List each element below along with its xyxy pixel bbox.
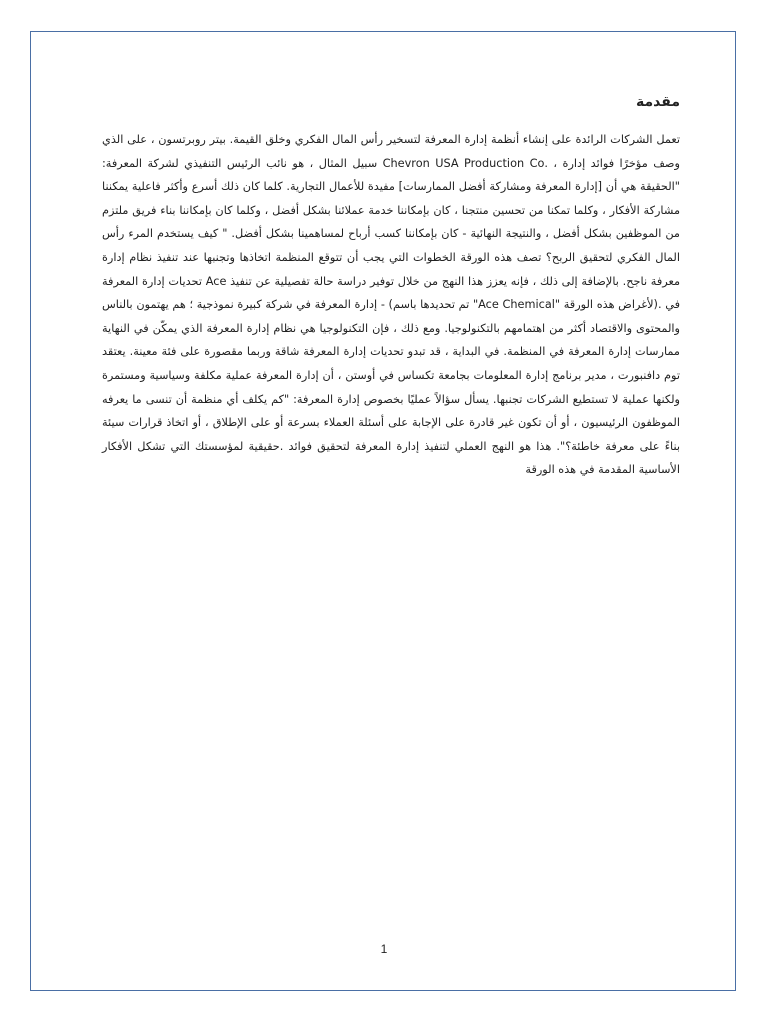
document-body — [102, 92, 680, 482]
page-number: 1 — [380, 942, 388, 956]
document-heading: مقدمة — [636, 94, 680, 110]
intro-paragraph: تعمل الشركات الرائدة على إنشاء أنظمة إدارة المعرفة لتسخير رأس المال الفكري وخلق القيمة. بيتر روبرتسون ، على الذي وصف مؤخرًا فوائد إدارة ، .Chevron USA Production Co سبيل المثال ، هو نائب الرئيس التنفيذي لشركة المعرفة: "الحقيقة هي أن [إدارة المعرفة ومشاركة أفضل الممارسات] مفيدة للأعمال التجارية. كلما كان ذلك أسرع وأكثر فاعلية يمكننا مشاركة الأفكار ، وكلما تمكنا من تحسين منتجنا ، كان بإمكاننا خدمة عملائنا بشكل أفضل ، وكلما كان بإمكاننا بناء فريق ملتزم من الموظفين بشكل أفضل ، والنتيجة النهائية - كان بإمكاننا كسب أرباح لمساهمينا بشكل أفضل. " كيف يستخدم المرء رأس المال الفكري لتحقيق الربح؟ تصف هذه الورقة الخطوات التي يجب أن تتوقع المنظمة اتخاذها وتجنبها عند تنفيذ نظام إدارة معرفة ناجح. بالإضافة إلى ذلك ، فإنه يعزز هذا النهج من خلال توفير دراسة حالة تفصيلية عن تنفيذ Ace تحديات إدارة المعرفة في .(لأغراض هذه الورقة "Ace Chemical" تم تحديدها باسم) - إدارة المعرفة في شركة كبيرة نموذجية ؛ هم يهتمون بالناس والمحتوى والاقتصاد أكثر من اهتمامهم بالتكنولوجيا. ومع ذلك ، فإن التكنولوجيا هي نظام إدارة المعرفة الذي يمكّن في النهاية ممارسات إدارة المعرفة في المنظمة. في البداية ، قد تبدو تحديات إدارة المعرفة شاقة وربما مقصورة على فئة معينة. يعتقد توم دافنبورت ، مدير برنامج إدارة المعلومات بجامعة تكساس في أوستن ، أن إدارة المعرفة عملية مكلفة وسياسية ومستمرة ولكنها عملية لا تستطيع الشركات تجنبها. يسأل سؤالاً عمليًا بخصوص إدارة المعرفة: "كم يكلف أي منظمة أن تنسى ما يعرفه الموظفون الرئيسيون ، أو أن تكون غير قادرة على الإجابة على أسئلة العملاء بسرعة أو على الإطلاق ، أو اتخاذ قرارات سيئة بناءً على معرفة خاطئة؟". هذا هو النهج العملي لتنفيذ إدارة المعرفة لتحقيق فوائد .حقيقية لمؤسستك التي تشكل الأفكار الأساسية المقدمة في هذه الورقة — [102, 133, 681, 477]
